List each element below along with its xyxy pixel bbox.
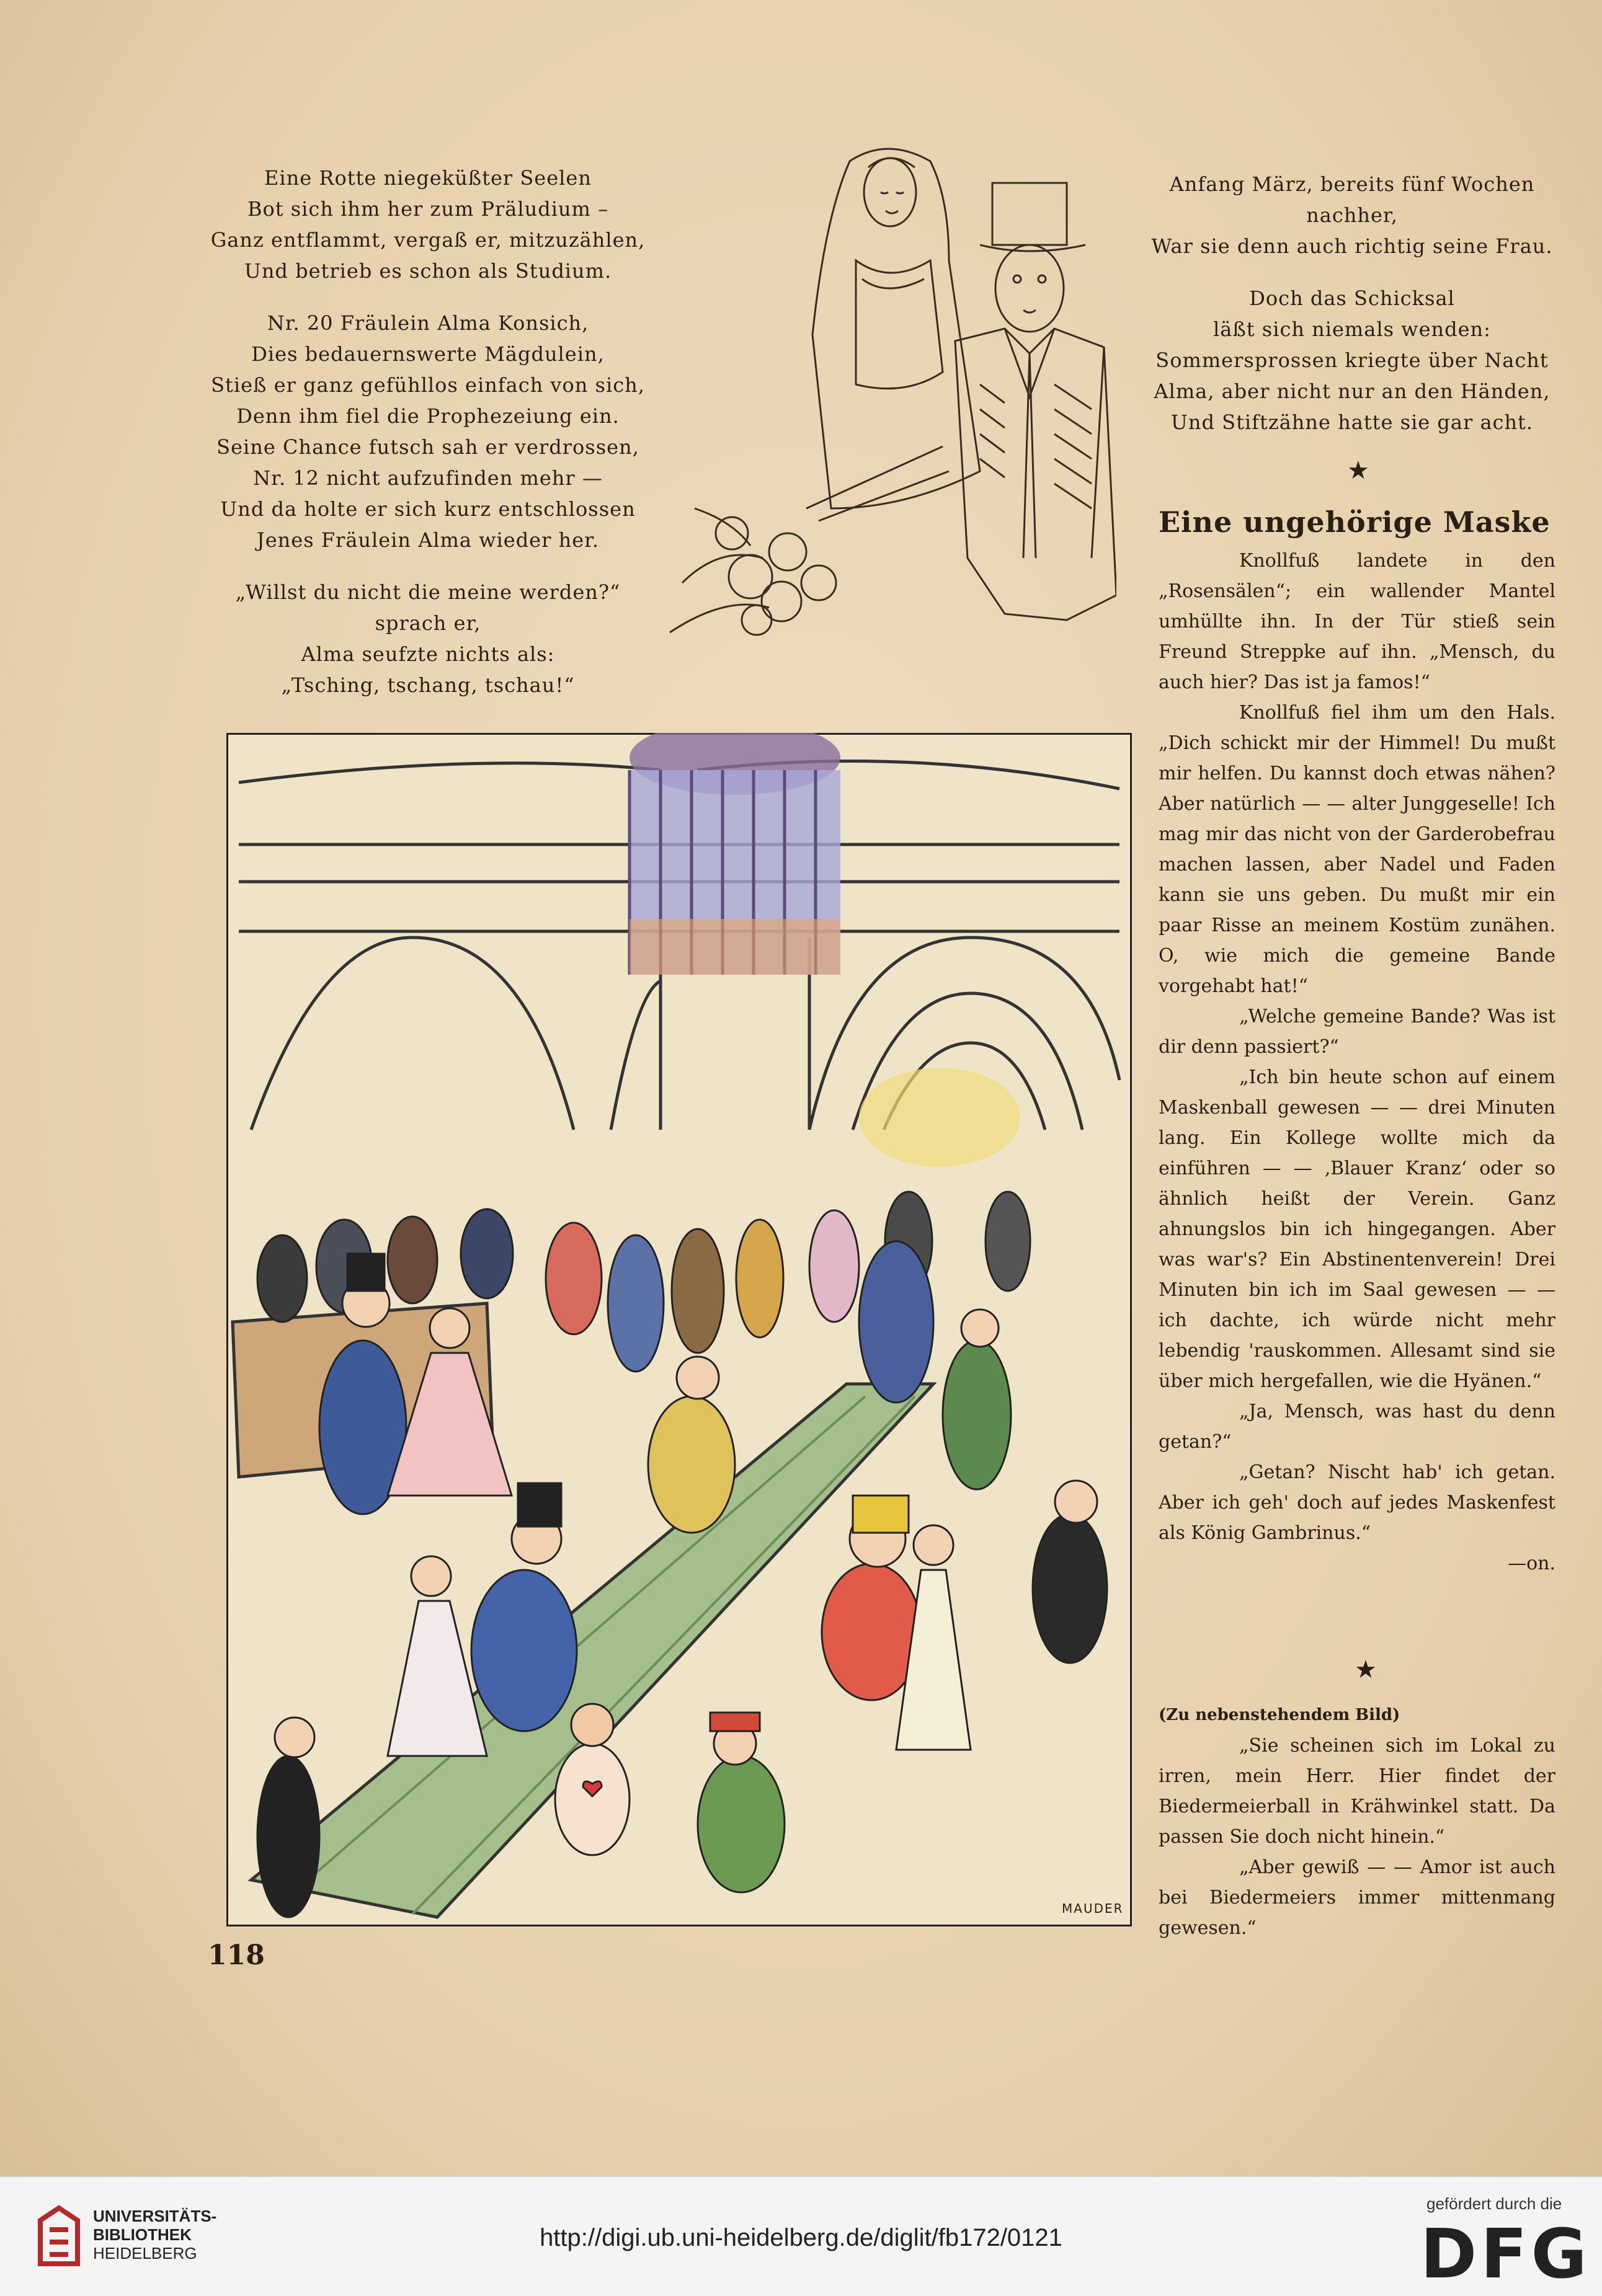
left-poem-stanza-2	[186, 308, 670, 556]
caption-text	[1159, 1700, 1555, 1943]
right-poem-stanza-2	[1141, 283, 1563, 438]
story-text	[1159, 546, 1555, 1579]
poem-line: War sie denn auch richtig seine Frau.	[1151, 234, 1553, 258]
poem-line: Und da holte er sich kurz entschlossen	[220, 497, 636, 521]
caption-paragraph: „Sie scheinen sich im Lokal zu irren, mein Herr. Hier findet der Biedermeierball in Krähwinkel statt. Da passen Sie doch nicht hinein.“	[1159, 1735, 1555, 1848]
poem-line: Anfang März, bereits fünf Wochen	[1169, 172, 1535, 196]
poem-line: Nr. 12 nicht aufzufinden mehr —	[253, 466, 603, 490]
left-poem-stanza-1	[186, 162, 670, 286]
story-paragraph: „Welche gemeine Bande? Was ist dir denn passiert?“	[1159, 1006, 1555, 1058]
library-name-line: BIBLIOTHEK	[93, 2225, 192, 2244]
poem-line: Dies bedauernswerte Mägdulein,	[251, 342, 605, 366]
poem-line: Eine Rotte niegeküßter Seelen	[264, 166, 592, 190]
poem-line: Und Stiftzähne hatte sie gar acht.	[1170, 410, 1534, 434]
poem-line: Ganz entflammt, vergaß er, mitzuzählen,	[210, 228, 646, 252]
poem-line: Bot sich ihm her zum Präludium –	[247, 197, 609, 221]
story-paragraph: Knollfuß fiel ihm um den Hals. „Dich schickt mir der Himmel! Du mußt mir helfen. Du kannst doch etwas nähen? Aber natürlich — — alter Junggeselle! Ich mag mir das nicht von der Garderobefrau machen lassen, aber Nadel und Faden kann sie uns geben. Du mußt mir ein paar Risse an meinem Kostüm zunähen. O, wie mich die gemeine Bande vorgehabt hat!“	[1159, 702, 1555, 997]
dfg-logo[interactable]: DFG	[1420, 2214, 1591, 2294]
wedding-couple-sketch	[657, 124, 1116, 682]
poem-line: läßt sich niemals wenden:	[1213, 317, 1491, 341]
right-poem	[1141, 169, 1563, 459]
story-paragraph: „Ich bin heute schon auf einem Maskenball gewesen — — drei Minuten lang. Ein Kollege wollte mich da einführen — — ‚Blauer Kranz‘ oder so ähnlich heißt der Verein. Ganz ahnungslos bin ich hingegangen. Aber was war's? Ein Abstinentenverein! Drei Minuten bin ich im Saal gewesen — — ich dachte, ich würde nicht mehr lebendig 'rauskommen. Allesamt sind sie über mich hergefallen, wie die Hyänen.“	[1159, 1066, 1555, 1392]
poem-line: nachher,	[1306, 203, 1398, 227]
story-paragraph: Knollfuß landete in den „Rosensälen“; ein wallender Mantel umhüllte ihn. In der Tür stieß sein Freund Streppke auf ihn. „Mensch, du auch hier? Das ist ja famos!“	[1159, 550, 1555, 693]
funding-note: gefördert durch die	[1426, 2194, 1562, 2213]
story-author: —on.	[1508, 1553, 1555, 1574]
library-name-line: UNIVERSITÄTS-	[93, 2207, 217, 2225]
star-divider: ★	[1355, 1656, 1377, 1684]
right-poem-stanza-1	[1141, 169, 1563, 262]
page-number: 118	[208, 1939, 265, 1971]
poem-line: sprach er,	[375, 611, 481, 635]
poem-line: Jenes Fräulein Alma wieder her.	[256, 528, 600, 552]
star-divider: ★	[1347, 456, 1369, 485]
poem-line: Seine Chance futsch sah er verdrossen,	[216, 435, 639, 459]
poem-line: Stieß er ganz gefühllos einfach von sich,	[211, 373, 645, 397]
poem-line: Doch das Schicksal	[1249, 286, 1455, 310]
poem-line: Nr. 20 Fräulein Alma Konsich,	[267, 311, 589, 335]
caption-paragraph: „Aber gewiß — — Amor ist auch bei Biedermeiers immer mittenmang gewesen.“	[1159, 1856, 1555, 1939]
footer-bar	[0, 2176, 1602, 2296]
left-poem-stanza-3	[186, 577, 670, 701]
poem-line: Alma seufzte nichts als:	[301, 642, 555, 666]
poem-line: Alma, aber nicht nur an den Händen,	[1154, 379, 1551, 403]
story-paragraph: „Getan? Nischt hab' ich getan. Aber ich geh' doch auf jedes Maskenfest als König Gambrinus.“	[1159, 1461, 1555, 1544]
poem-line: Denn ihm fiel die Prophezeiung ein.	[236, 404, 620, 428]
permalink-url[interactable]: http://digi.ub.uni-heidelberg.de/diglit/fb172/0121	[540, 2224, 1062, 2251]
story-paragraph: „Ja, Mensch, was hast du denn getan?“	[1159, 1401, 1555, 1453]
poem-line: Sommersprossen kriegte über Nacht	[1155, 348, 1549, 372]
caption-note: (Zu nebenstehendem Bild)	[1159, 1706, 1400, 1724]
story-title: Eine ungehörige Maske	[1159, 505, 1551, 539]
ballroom-illustration	[226, 733, 1132, 1926]
poem-line: Und betrieb es schon als Studium.	[244, 259, 612, 283]
poem-line: „Willst du nicht die meine werden?“	[235, 580, 621, 604]
poem-line: „Tsching, tschang, tschau!“	[281, 673, 575, 697]
library-name-line: HEIDELBERG	[93, 2244, 197, 2263]
left-poem	[186, 162, 670, 722]
artist-signature: MAUDER	[1062, 1901, 1124, 1916]
